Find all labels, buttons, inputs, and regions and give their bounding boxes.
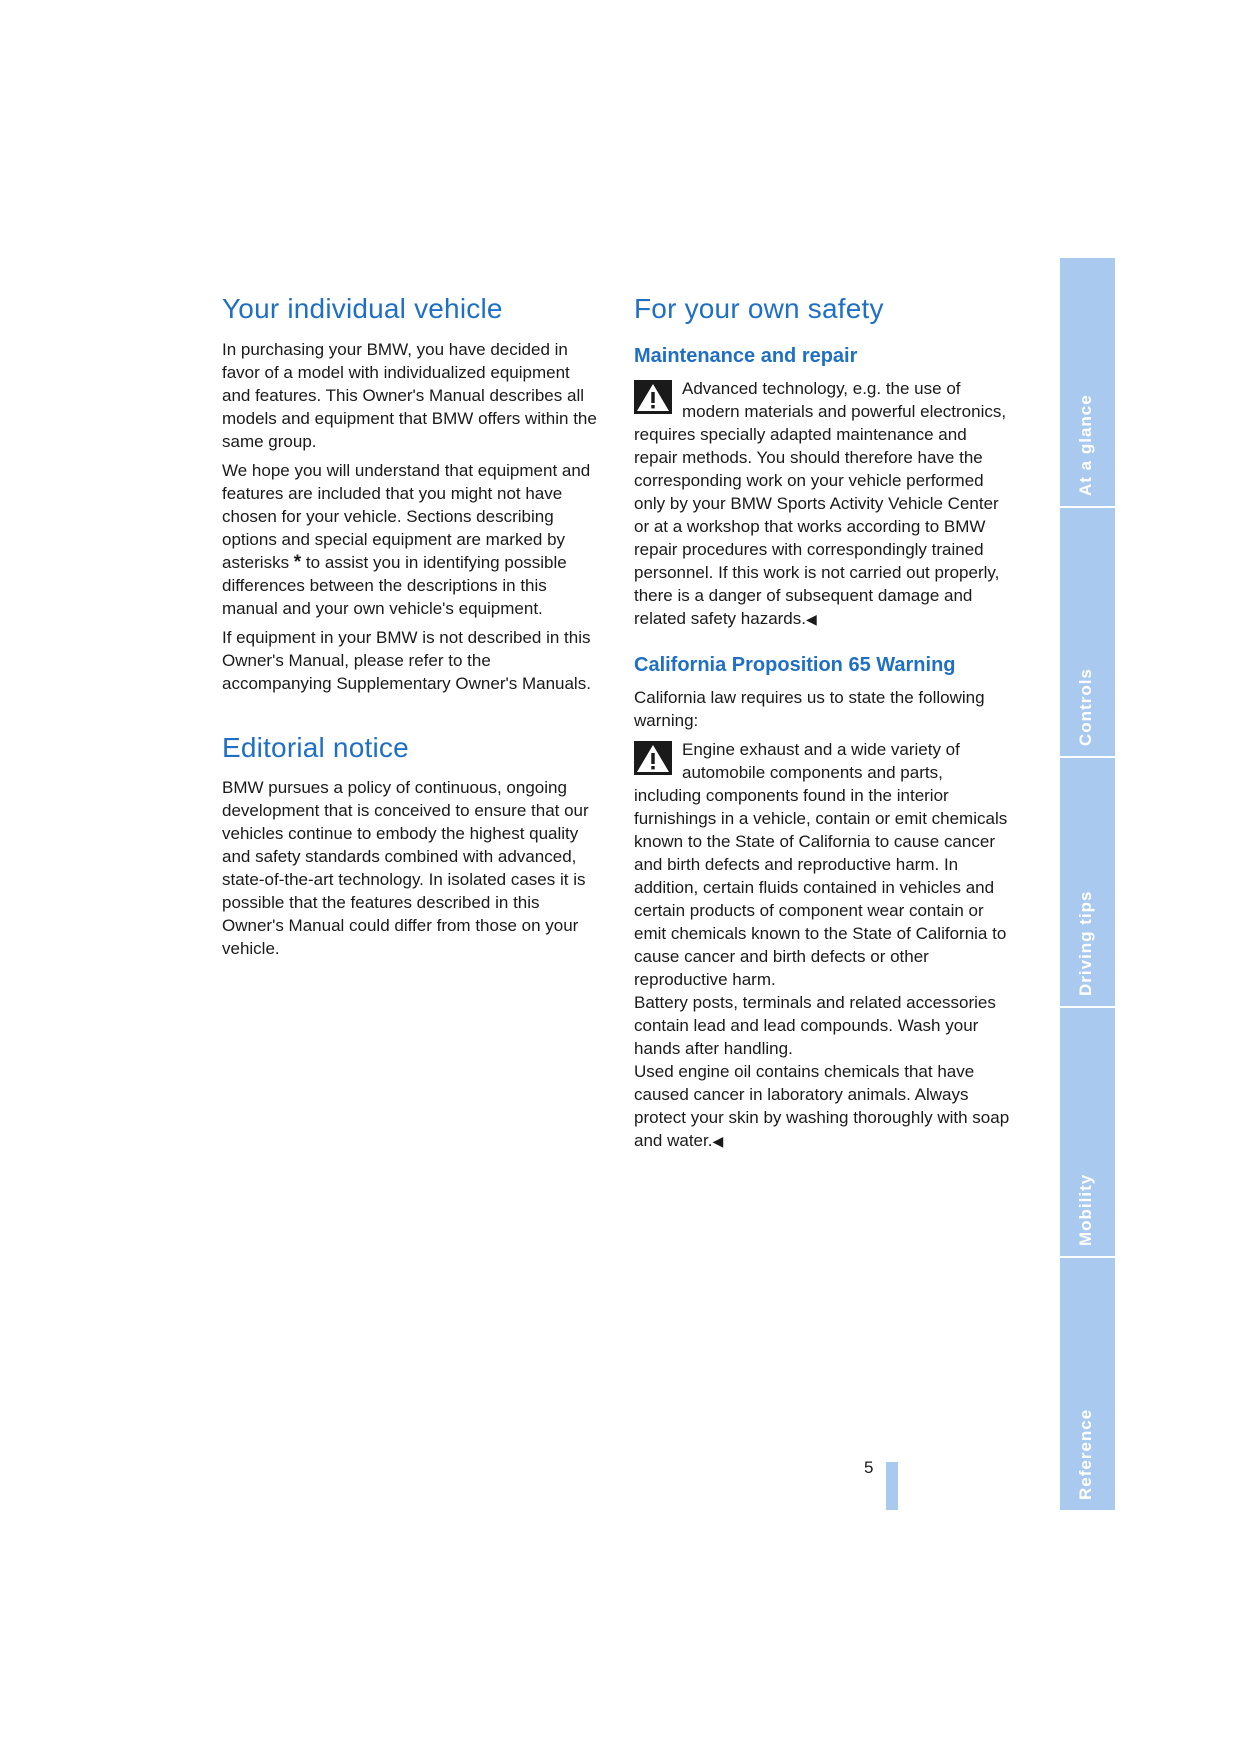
paragraph: California law requires us to state the following warning: <box>634 687 985 730</box>
end-mark-icon: ◀ <box>805 610 817 627</box>
end-mark-icon: ◀ <box>712 1132 724 1149</box>
warning-paragraph <box>634 738 1012 991</box>
tab-reference[interactable] <box>1060 1258 1115 1510</box>
tab-label: Mobility <box>1075 1173 1095 1246</box>
subsection-title-california: California Proposition 65 Warning <box>634 653 956 676</box>
paragraph <box>634 1060 1012 1153</box>
paragraph: In purchasing your BMW, you have decided in favor of a model with individualized equipment and features. This Owner's Manual describes all models and equipment that BMW offers within the same group. <box>222 339 597 451</box>
tab-controls[interactable] <box>1060 508 1115 758</box>
paragraph: If equipment in your BMW is not described in this Owner's Manual, please refer to the accompanying Supplementary Owner's Manuals. <box>222 627 591 693</box>
paragraph-text: to assist you in identifying possible differences between the descriptions in this manual and your own vehicle's equipment. <box>222 552 567 618</box>
tab-at-a-glance[interactable] <box>1060 258 1115 508</box>
paragraph-text: We hope you will understand that equipment and features are included that you might not have chosen for your vehicle. Sections describing options and special equipment are marked by asterisks <box>222 460 591 572</box>
tab-label: Reference <box>1075 1408 1095 1500</box>
tab-label: Controls <box>1075 668 1095 746</box>
paragraph-text: Used engine oil contains chemicals that have caused cancer in laboratory animals. Always protect your skin by washing thoroughly with soap and water. <box>634 1061 1010 1150</box>
warning-triangle-icon <box>634 380 672 414</box>
warning-paragraph <box>634 377 1012 631</box>
right-column <box>634 292 1012 1159</box>
asterisk-marker: * <box>293 551 302 573</box>
tab-label: Driving tips <box>1075 890 1095 996</box>
page-number-marker <box>886 1462 898 1510</box>
paragraph: Battery posts, terminals and related accessories contain lead and lead compounds. Wash your hands after handling. <box>634 992 996 1058</box>
page-number: 5 <box>864 1458 874 1477</box>
warning-text: Advanced technology, e.g. the use of modern materials and powerful electronics, requires specially adapted maintenance and repair methods. You should therefore have the corresponding work on your vehicle performed only by your BMW Sports Activity Vehicle Center or at a workshop that works according to BMW repair procedures with correspondingly trained personnel. If this work is not carried out properly, there is a danger of subsequent damage and related safety hazards. <box>634 378 1007 628</box>
subsection-title-maintenance: Maintenance and repair <box>634 344 858 367</box>
tab-mobility[interactable] <box>1060 1008 1115 1258</box>
section-title-own-safety: For your own safety <box>634 293 884 324</box>
left-column <box>222 292 602 966</box>
chapter-tab-bar <box>1060 258 1115 1510</box>
warning-triangle-icon <box>634 741 672 775</box>
paragraph <box>222 459 602 620</box>
warning-text: Engine exhaust and a wide variety of automobile components and parts, including components found in the interior furnishings in a vehicle, contain or emit chemicals known to the State of California to cause cancer and birth defects and reproductive harm. In addition, certain fluids contained in vehicles and certain products of component wear contain or emit chemicals known to the State of California to cause cancer and birth defects or other reproductive harm. <box>634 739 1008 989</box>
paragraph: BMW pursues a policy of continuous, ongoing development that is conceived to ensure that our vehicles continue to embody the highest quality and safety standards combined with advanced, state-of-the-art technology. In isolated cases it is possible that the features described in this Owner's Manual could differ from those on your vehicle. <box>222 778 589 959</box>
tab-label: At a glance <box>1075 394 1095 496</box>
section-title-editorial-notice: Editorial notice <box>222 731 409 763</box>
section-title-individual-vehicle: Your individual vehicle <box>222 293 503 324</box>
tab-driving-tips[interactable] <box>1060 758 1115 1008</box>
